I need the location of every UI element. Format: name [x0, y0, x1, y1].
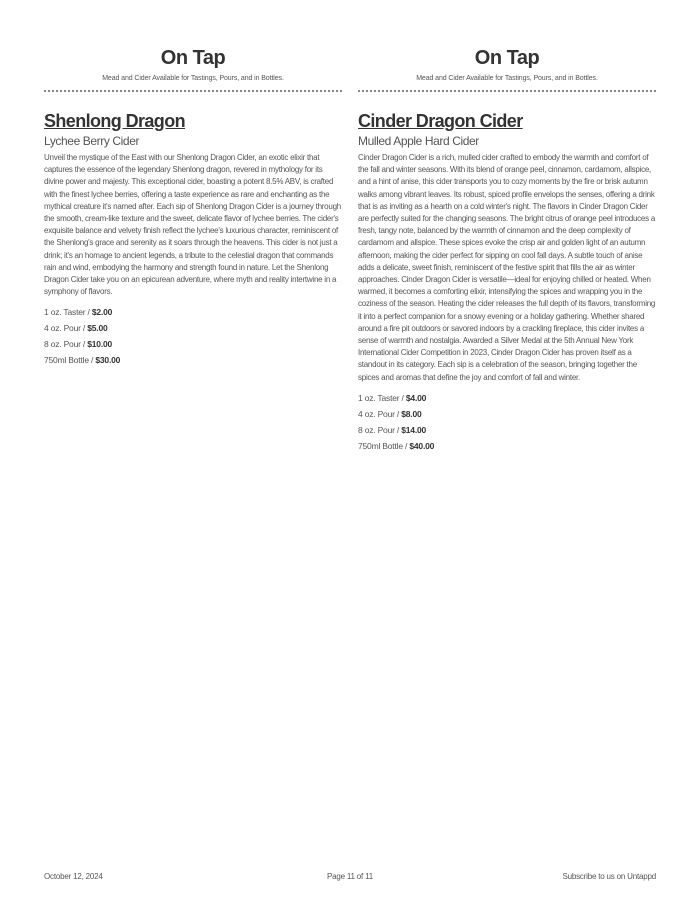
- price-value: $10.00: [87, 339, 113, 350]
- footer-page-number: Page 11 of 11: [326, 872, 374, 881]
- price-row: [44, 304, 342, 320]
- dotted-divider: [44, 90, 342, 92]
- page-footer: [44, 872, 656, 884]
- price-separator: /: [80, 339, 88, 350]
- footer-subscribe-link[interactable]: Subscribe to us on Untappd: [562, 872, 656, 881]
- price-row: [358, 422, 656, 438]
- price-separator: /: [399, 392, 406, 403]
- price-row: [44, 320, 342, 336]
- price-label: 4 oz. Pour: [358, 408, 395, 419]
- price-label: 1 oz. Taster: [358, 392, 400, 403]
- price-label: 8 oz. Pour: [358, 424, 395, 435]
- price-value: $40.00: [409, 440, 435, 451]
- item-style: Mulled Apple Hard Cider: [358, 134, 479, 148]
- section-title: On Tap: [160, 47, 226, 69]
- price-row: [44, 352, 342, 368]
- price-row: [44, 336, 342, 352]
- price-row: [358, 390, 656, 406]
- price-separator: /: [402, 440, 410, 451]
- price-separator: /: [394, 424, 402, 435]
- dotted-divider: [358, 90, 656, 92]
- price-row: [358, 438, 656, 454]
- item-description: Unveil the mystique of the East with our Shenlong Dragon Cider, an exotic elixir that captures the essence of the legendary Shenlong dragon, revered in mythology for its divine power and majesty. This exceptional cider, boasting a potent 8.5% ABV, is crafted with the finest lychee berries, offering a taste experience as rare and enchanting as the mythical creature it's named after. Each sip of Shenlong Dragon Cider is a journey through the smooth, cream-like texture and the sweet, delicate flavor of lychee berries. The cider's exquisite balance and velvety finish reflect the lychee's luxurious character, reminiscent of the Shenlong's grace and serenity as it soars through the heavens. This cider is not just a drink; it's an homage to ancient legends, a tribute to the celestial dragon that commands rain and wind, embodying the harmony and strength found in nature. Let the Shenlong Dragon Cider take you on an epicurean adventure, where myth and reality intertwine in a symphony of flavors.: [44, 153, 341, 297]
- section-subtitle: Mead and Cider Available for Tastings, Pours, and in Bottles.: [416, 75, 598, 82]
- price-row: [358, 406, 656, 422]
- price-label: 4 oz. Pour: [44, 323, 81, 334]
- price-separator: /: [80, 323, 88, 334]
- footer-date: October 12, 2024: [44, 872, 103, 881]
- price-separator: /: [88, 355, 96, 366]
- menu-column-left: [44, 44, 342, 368]
- price-value: $5.00: [87, 323, 108, 334]
- menu-item: [358, 110, 656, 454]
- price-separator: /: [394, 408, 402, 419]
- price-label: 750ml Bottle: [44, 355, 89, 366]
- price-label: 1 oz. Taster: [44, 307, 86, 318]
- price-list: [358, 390, 656, 454]
- item-name: Cinder Dragon Cider: [358, 111, 523, 131]
- item-style: Lychee Berry Cider: [44, 134, 140, 148]
- price-value: $14.00: [401, 424, 427, 435]
- price-value: $4.00: [405, 392, 427, 403]
- price-value: $8.00: [401, 408, 422, 419]
- section-header: [44, 44, 342, 92]
- price-value: $2.00: [91, 307, 113, 318]
- section-subtitle: Mead and Cider Available for Tastings, Pours, and in Bottles.: [102, 75, 284, 82]
- price-label: 8 oz. Pour: [44, 339, 81, 350]
- menu-column-right: [358, 44, 656, 454]
- item-description: Cinder Dragon Cider is a rich, mulled cider crafted to embody the warmth and comfort of the fall and winter seasons. With its blend of orange peel, cinnamon, cardamom, allspice, and a hint of anise, this cider transports you to cozy moments by the fire or brisk autumn walks among vibrant leaves. Its robust, spiced profile envelops the senses, offering a drink that is as inviting as a hearth on a cold winter's night. The flavors in Cinder Dragon Cider are perfectly suited for the changing seasons. The bright citrus of orange peel introduces a fresh, tangy note, balanced by the warmth of cinnamon and the deep complexity of cardamom and allspice. These spices evoke the crisp air and golden light of an autumn afternoon, making the cider perfect for sipping on cool fall days. A subtle touch of anise adds a delicate, sweet finish, reminiscent of the festive spirit that fills the air as winter approaches. Cinder Dragon Cider is versatile—ideal for enjoying chilled or heated. When warmed, it becomes a comforting elixir, intensifying the spices and wrapping you in the coziness of the season. Heating the cider releases the full depth of its flavors, transforming it into a perfect companion for a snowy evening or a holiday gathering. Whether shared around a fire pit outdoors or savored indoors by a crackling fireplace, this cider invites a sense of warmth and nostalgia. Awarded a Silver Medal at the 5th Annual New York International Cider Competition in 2023, Cinder Dragon Cider has proven itself as a standout in its category. Each sip is a celebration of the season, bringing together the spices and aromas that define the joy and comfort of fall and winter.: [358, 153, 656, 382]
- section-header: [358, 44, 656, 92]
- section-title: On Tap: [474, 47, 540, 69]
- item-name: Shenlong Dragon: [44, 111, 185, 131]
- menu-item: [44, 110, 342, 368]
- price-list: [44, 304, 342, 368]
- price-label: 750ml Bottle: [358, 440, 403, 451]
- price-value: $30.00: [95, 355, 121, 366]
- price-separator: /: [85, 307, 92, 318]
